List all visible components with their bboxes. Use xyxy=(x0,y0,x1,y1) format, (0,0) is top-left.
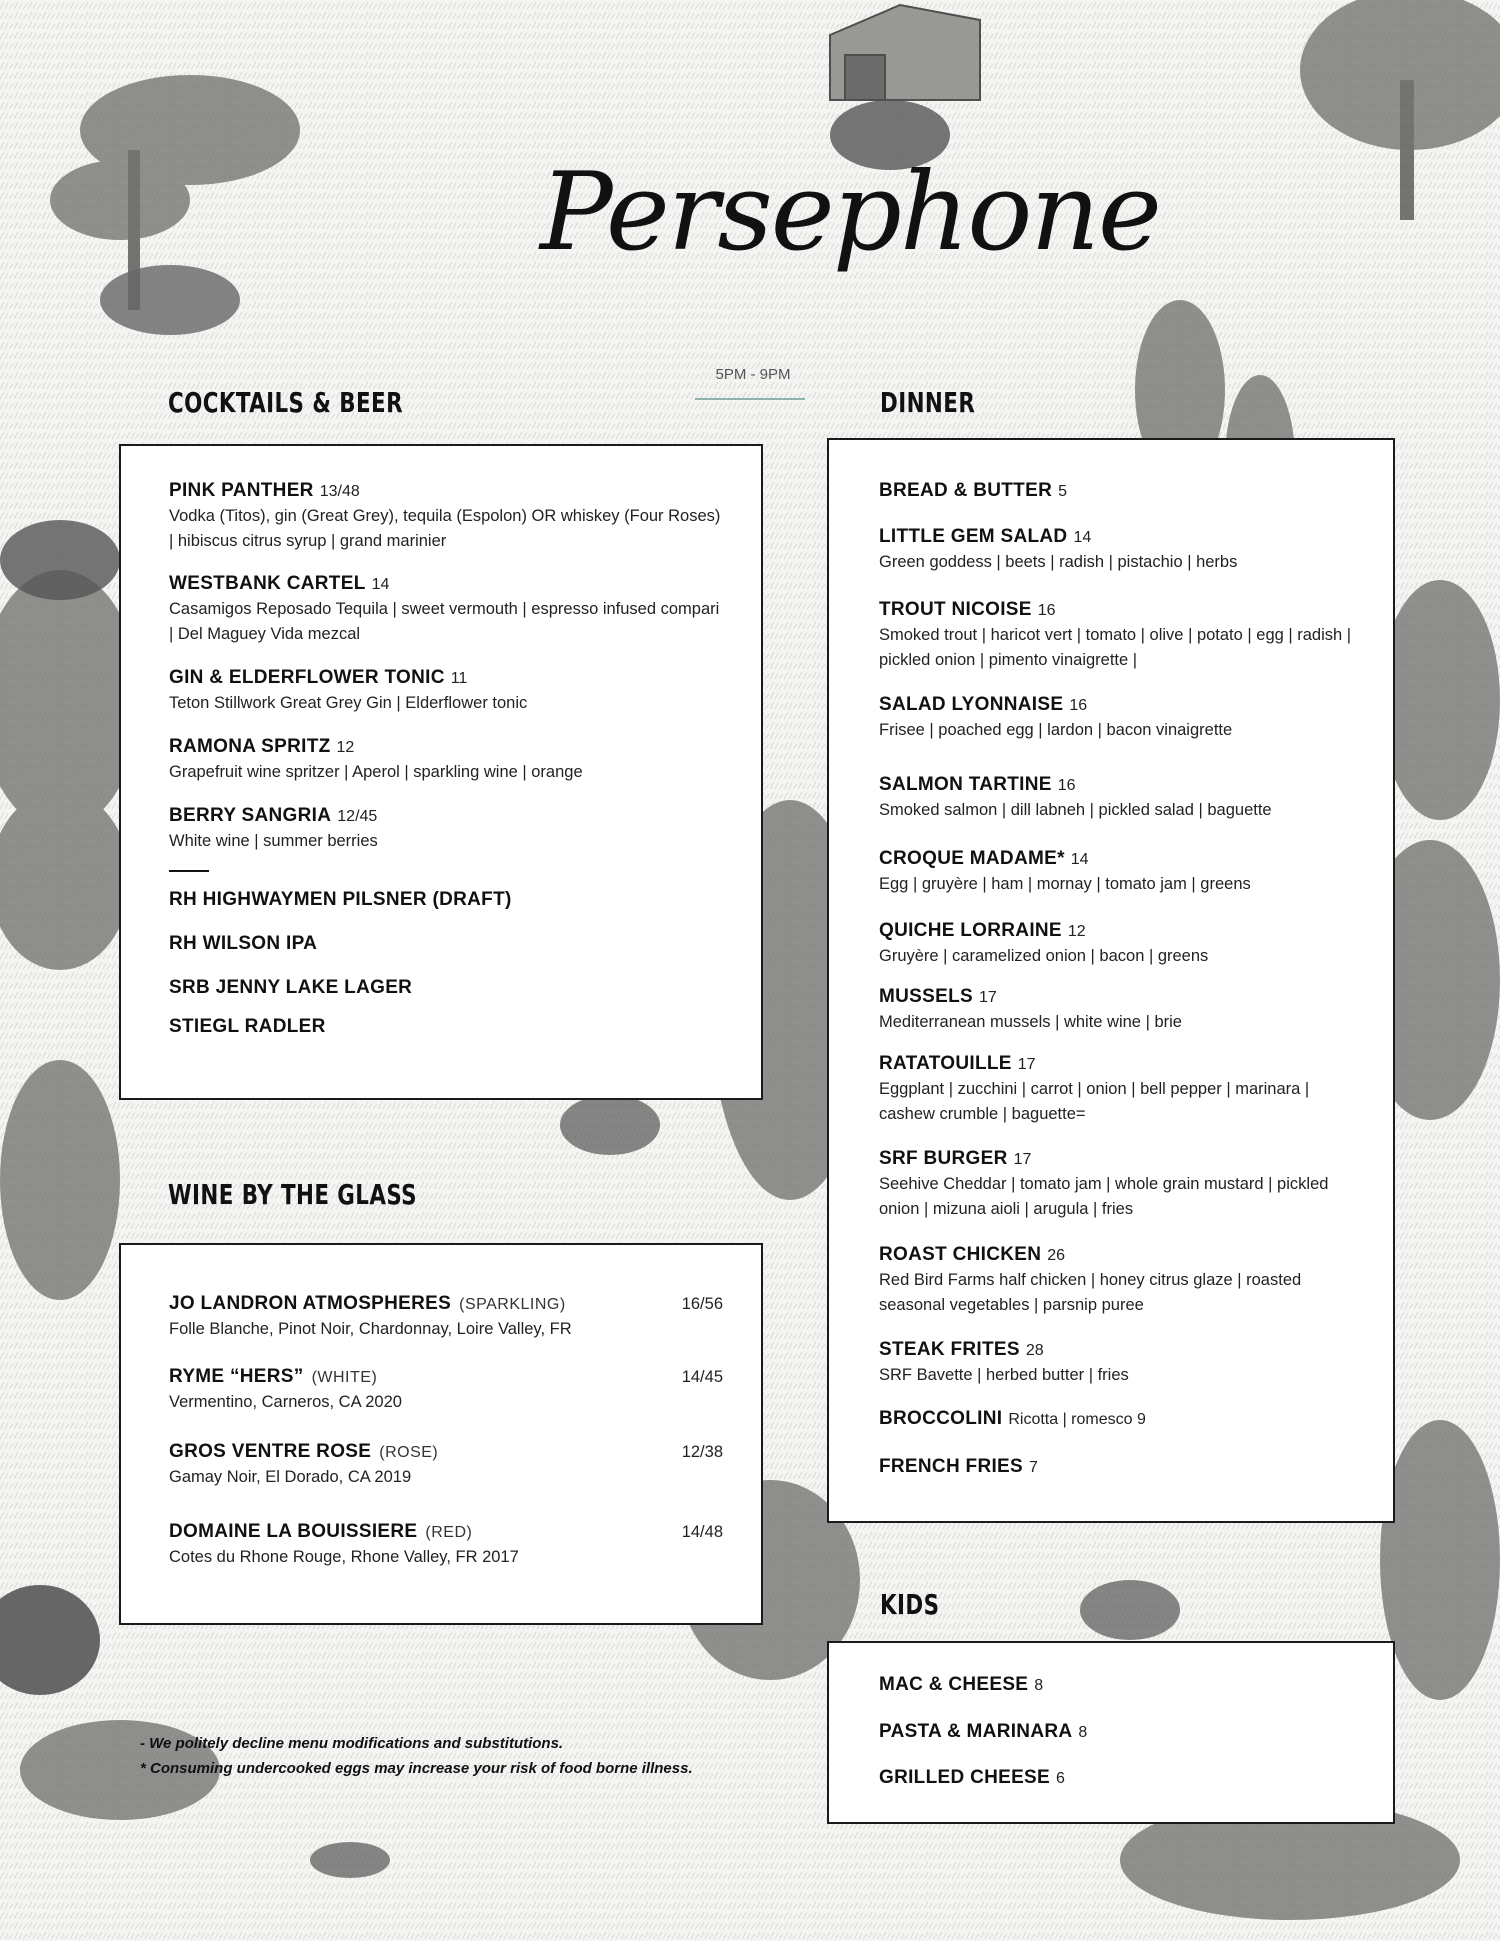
item-description: Smoked salmon | dill labneh | pickled salad | baguette xyxy=(879,801,1272,819)
beer-item xyxy=(169,889,721,911)
item-description: Egg | gruyère | ham | mornay | tomato jam | greens xyxy=(879,875,1251,893)
item-name: RAMONA SPRITZ xyxy=(169,736,331,757)
item-name: STEAK FRITES xyxy=(879,1339,1020,1360)
beer-item xyxy=(169,977,721,999)
cocktails-beer-panel xyxy=(119,444,763,1100)
item-name: ROAST CHICKEN xyxy=(879,1244,1042,1265)
item-description: Casamigos Reposado Tequila | sweet vermouth | espresso infused compari | Del Maguey Vida mezcal xyxy=(169,600,720,643)
section-heading-cocktails-beer: COCKTAILS & BEER xyxy=(168,386,404,419)
item-description: Seehive Cheddar | tomato jam | whole grain mustard | pickled onion | mizuna aioli | arugula | fries xyxy=(879,1175,1329,1218)
item-price: 16/56 xyxy=(681,1295,723,1313)
item-description: Mediterranean mussels | white wine | brie xyxy=(879,1013,1182,1031)
hours-underline xyxy=(695,398,805,400)
item-price: 14 xyxy=(1073,529,1092,546)
item-price: 16 xyxy=(1069,697,1088,714)
wine-type: (WHITE) xyxy=(311,1369,378,1386)
item-description: Vodka (Titos), gin (Great Grey), tequila (Espolon) OR whiskey (Four Roses) | hibiscus citrus syrup | grand marinier xyxy=(169,507,721,550)
item-description: Eggplant | zucchini | carrot | onion | bell pepper | marinara | cashew crumble | baguette= xyxy=(879,1080,1310,1123)
item-name: PASTA & MARINARA xyxy=(879,1721,1073,1742)
health-warning-note: * Consuming undercooked eggs may increase your risk of food borne illness. xyxy=(140,1760,693,1777)
section-heading-wine: WINE BY THE GLASS xyxy=(168,1178,417,1211)
item-name: RYME “HERS” xyxy=(169,1366,304,1387)
menu-item xyxy=(879,1674,1357,1696)
item-description: White wine | summer berries xyxy=(169,832,378,850)
item-description: Smoked trout | haricot vert | tomato | olive | potato | egg | radish | pickled onion | pimento vinaigrette | xyxy=(879,626,1352,669)
item-price: 17 xyxy=(978,989,997,1006)
item-price: 12/45 xyxy=(337,808,378,825)
menu-item xyxy=(169,805,721,854)
item-price: 12 xyxy=(336,739,355,756)
menu-item xyxy=(879,1148,1357,1222)
item-name: RH HIGHWAYMEN PILSNER (DRAFT) xyxy=(169,889,512,910)
item-name: BERRY SANGRIA xyxy=(169,805,332,826)
kids-panel xyxy=(827,1641,1395,1824)
menu-item xyxy=(879,920,1357,969)
item-name: GROS VENTRE ROSE xyxy=(169,1441,372,1462)
divider xyxy=(169,870,209,872)
item-name: RATATOUILLE xyxy=(879,1053,1012,1074)
item-price: 6 xyxy=(1056,1770,1065,1787)
item-description: Folle Blanche, Pinot Noir, Chardonnay, Loire Valley, FR xyxy=(169,1320,572,1338)
menu-item xyxy=(879,1244,1357,1318)
item-description: Vermentino, Carneros, CA 2020 xyxy=(169,1393,402,1411)
menu-item xyxy=(879,1767,1357,1789)
item-name: SRF BURGER xyxy=(879,1148,1008,1169)
item-name: STIEGL RADLER xyxy=(169,1016,326,1037)
item-description: Grapefruit wine spritzer | Aperol | sparkling wine | orange xyxy=(169,763,583,781)
menu-item xyxy=(879,526,1357,575)
item-name: RH WILSON IPA xyxy=(169,933,318,954)
item-price: 16 xyxy=(1037,602,1056,619)
wine-item xyxy=(169,1521,761,1570)
item-price: 11 xyxy=(450,670,468,687)
item-name: SRB JENNY LAKE LAGER xyxy=(169,977,413,998)
item-name: PINK PANTHER xyxy=(169,480,314,501)
menu-item xyxy=(169,736,721,785)
item-name: WESTBANK CARTEL xyxy=(169,573,366,594)
item-price: 16 xyxy=(1057,777,1076,794)
wine-panel xyxy=(119,1243,763,1625)
menu-item xyxy=(879,480,1357,502)
menu-item xyxy=(879,848,1357,897)
menu-item xyxy=(879,1721,1357,1743)
item-name: GIN & ELDERFLOWER TONIC xyxy=(169,667,445,688)
wine-item xyxy=(169,1366,761,1415)
item-description: Red Bird Farms half chicken | honey citrus glaze | roasted seasonal vegetables | parsnip puree xyxy=(879,1271,1302,1314)
dinner-panel xyxy=(827,438,1395,1523)
menu-item xyxy=(879,1456,1357,1478)
wine-type: (ROSE) xyxy=(379,1444,439,1461)
item-name: LITTLE GEM SALAD xyxy=(879,526,1068,547)
beer-item xyxy=(169,1016,721,1038)
menu-item xyxy=(879,599,1357,673)
service-hours: 5PM - 9PM xyxy=(715,366,791,383)
item-price: 14 xyxy=(371,576,390,593)
item-price: 26 xyxy=(1047,1247,1066,1264)
item-price: 17 xyxy=(1017,1056,1036,1073)
wine-type: (SPARKLING) xyxy=(459,1296,566,1313)
item-description: Gruyère | caramelized onion | bacon | greens xyxy=(879,947,1209,965)
menu-item xyxy=(879,1339,1357,1388)
menu-item xyxy=(169,573,721,647)
item-description: Gamay Noir, El Dorado, CA 2019 xyxy=(169,1468,412,1486)
item-price: 17 xyxy=(1013,1151,1032,1168)
item-price: 7 xyxy=(1029,1459,1038,1476)
beer-item xyxy=(169,933,721,955)
item-name: BROCCOLINI xyxy=(879,1408,1003,1429)
item-name: SALMON TARTINE xyxy=(879,774,1052,795)
item-price: 12/38 xyxy=(681,1443,723,1461)
item-price: 12 xyxy=(1067,923,1086,940)
item-price: 8 xyxy=(1034,1677,1044,1694)
menu-item xyxy=(879,694,1357,743)
item-price: 8 xyxy=(1078,1724,1088,1741)
section-heading-kids: KIDS xyxy=(880,1588,940,1621)
menu-item xyxy=(169,480,721,554)
item-description: Green goddess | beets | radish | pistachio | herbs xyxy=(879,553,1238,571)
item-name: DOMAINE LA BOUISSIERE xyxy=(169,1521,418,1542)
item-name: GRILLED CHEESE xyxy=(879,1767,1050,1788)
item-name: TROUT NICOISE xyxy=(879,599,1032,620)
item-name: CROQUE MADAME* xyxy=(879,848,1065,869)
item-name: MUSSELS xyxy=(879,986,973,1007)
restaurant-title: Persephone xyxy=(540,150,1160,275)
item-price: 28 xyxy=(1025,1342,1044,1359)
wine-item xyxy=(169,1441,761,1490)
item-description: Frisee | poached egg | lardon | bacon vinaigrette xyxy=(879,721,1233,739)
menu-item xyxy=(879,774,1357,823)
policy-note: - We politely decline menu modifications and substitutions. xyxy=(140,1735,564,1752)
item-price: 14/45 xyxy=(681,1368,723,1386)
item-name: QUICHE LORRAINE xyxy=(879,920,1062,941)
item-name: FRENCH FRIES xyxy=(879,1456,1023,1477)
menu-item xyxy=(169,667,721,716)
item-price: 13/48 xyxy=(319,483,360,500)
item-description: SRF Bavette | herbed butter | fries xyxy=(879,1366,1129,1384)
item-name: BREAD & BUTTER xyxy=(879,480,1053,501)
section-heading-dinner: DINNER xyxy=(880,386,976,419)
menu-item xyxy=(879,986,1357,1035)
item-price: 14 xyxy=(1070,851,1089,868)
item-name: JO LANDRON ATMOSPHERES xyxy=(169,1293,452,1314)
item-name: MAC & CHEESE xyxy=(879,1674,1029,1695)
menu-item xyxy=(879,1408,1357,1430)
wine-type: (RED) xyxy=(425,1524,473,1541)
item-description: Teton Stillwork Great Grey Gin | Elderflower tonic xyxy=(169,694,528,712)
item-description: Cotes du Rhone Rouge, Rhone Valley, FR 2017 xyxy=(169,1548,519,1566)
menu-item xyxy=(879,1053,1357,1127)
item-name: SALAD LYONNAISE xyxy=(879,694,1064,715)
item-price: 5 xyxy=(1058,483,1067,500)
item-price: Ricotta | romesco 9 xyxy=(1008,1411,1146,1428)
wine-item xyxy=(169,1293,761,1342)
item-price: 14/48 xyxy=(681,1523,723,1541)
